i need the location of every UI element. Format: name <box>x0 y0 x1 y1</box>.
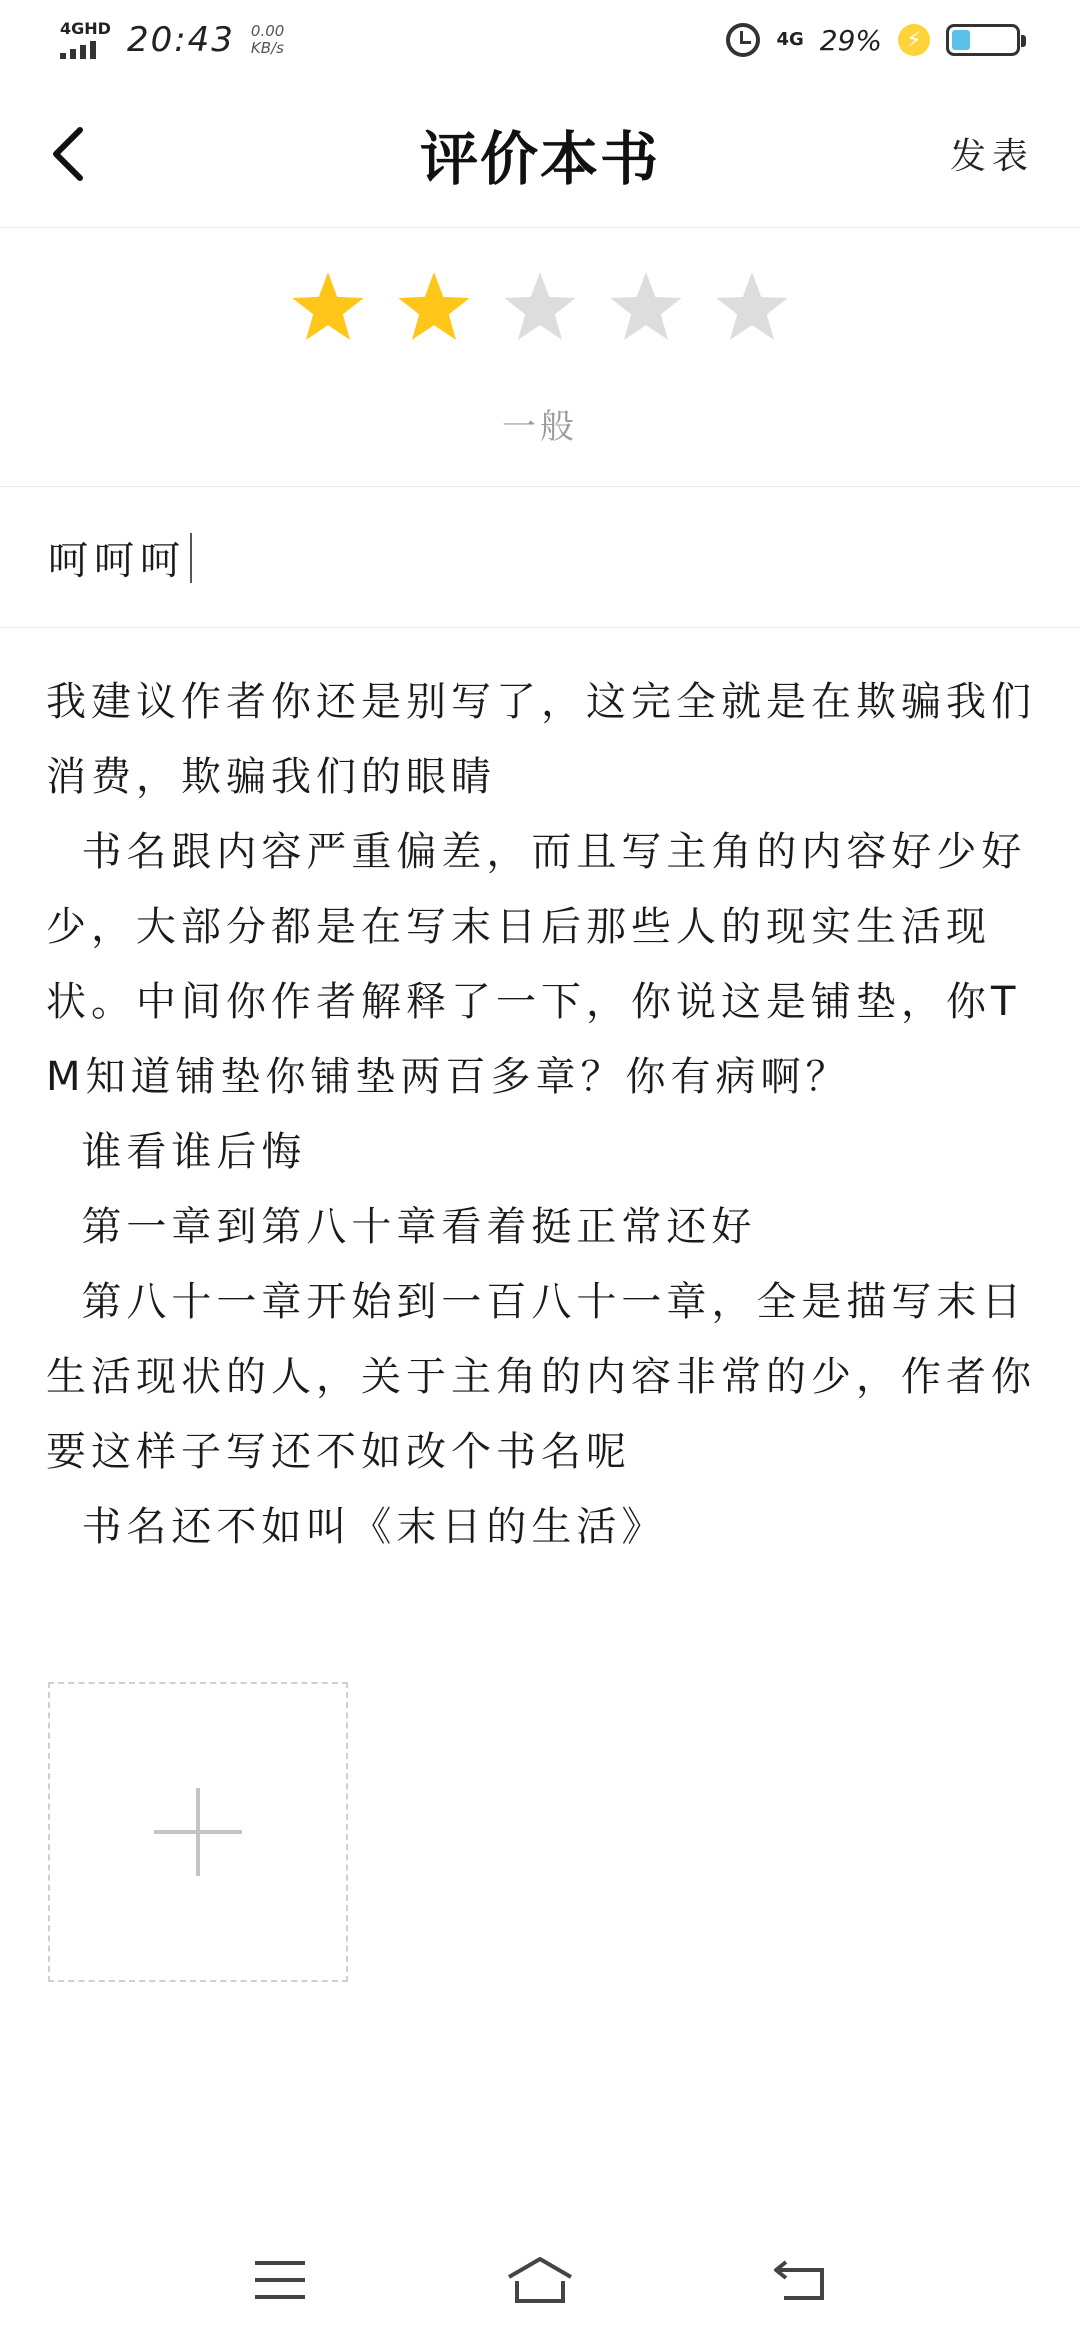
signal-icon <box>60 21 111 59</box>
back-button[interactable] <box>38 124 98 184</box>
alarm-icon <box>726 23 760 57</box>
menu-button[interactable] <box>240 2240 320 2320</box>
network-speed <box>251 23 284 57</box>
rating-label: 一般 <box>502 407 578 447</box>
plus-icon <box>150 1784 246 1880</box>
menu-icon <box>253 2259 307 2301</box>
review-title-input[interactable]: 呵呵呵 <box>48 538 186 584</box>
battery-fill <box>952 30 970 50</box>
charging-icon: ⚡ <box>898 24 930 56</box>
star-icon[interactable] <box>501 269 579 347</box>
star-rating[interactable] <box>0 269 1080 347</box>
star-icon[interactable] <box>289 269 367 347</box>
status-bar-left <box>60 20 284 60</box>
mobile-data-label: 4G <box>776 29 804 50</box>
home-button[interactable] <box>500 2240 580 2320</box>
clock: 20:43 <box>126 20 235 60</box>
status-bar <box>0 0 1080 80</box>
review-title-field[interactable] <box>0 488 1080 628</box>
speed-value: 0.00 <box>250 22 285 40</box>
star-icon[interactable] <box>713 269 791 347</box>
home-icon <box>505 2255 575 2305</box>
publish-button[interactable]: 发表 <box>949 136 1034 177</box>
status-bar-right <box>726 23 1020 57</box>
system-back-button[interactable] <box>760 2240 840 2320</box>
battery-percent: 29% <box>819 23 882 57</box>
speed-unit: KB/s <box>250 39 284 57</box>
back-icon <box>772 2258 828 2302</box>
text-caret <box>190 533 192 583</box>
star-icon[interactable] <box>395 269 473 347</box>
rating-section <box>0 229 1080 487</box>
signal-bars <box>60 39 96 59</box>
page-title: 评价本书 <box>419 124 660 193</box>
star-icon[interactable] <box>607 269 685 347</box>
header <box>0 80 1080 228</box>
network-type: 4GHD <box>60 19 111 38</box>
chevron-left-icon <box>48 124 88 184</box>
review-body-textarea[interactable]: 我建议作者你还是别写了，这完全就是在欺骗我们消费，欺骗我们的眼睛 书名跟内容严重偏差，而且写主角的内容好少好少，大部分都是在写末日后那些人的现实生活现状。中间你作者解释了一下，你说这是铺垫，你TM知道铺垫你铺垫两百多章？你有病啊？ 谁看谁后悔 第一章到第八十章看着挺正常还好 第八十一章开始到一百八十一章，全是描写末日生活现状的人，关于主角的内容非常的少，作者你要这样子写还不如改个书名呢 书名还不如叫《末日的生活》 <box>46 679 1036 1550</box>
battery-icon <box>946 24 1020 56</box>
system-navigation-bar <box>0 2220 1080 2340</box>
add-image-button[interactable] <box>48 1682 348 1982</box>
